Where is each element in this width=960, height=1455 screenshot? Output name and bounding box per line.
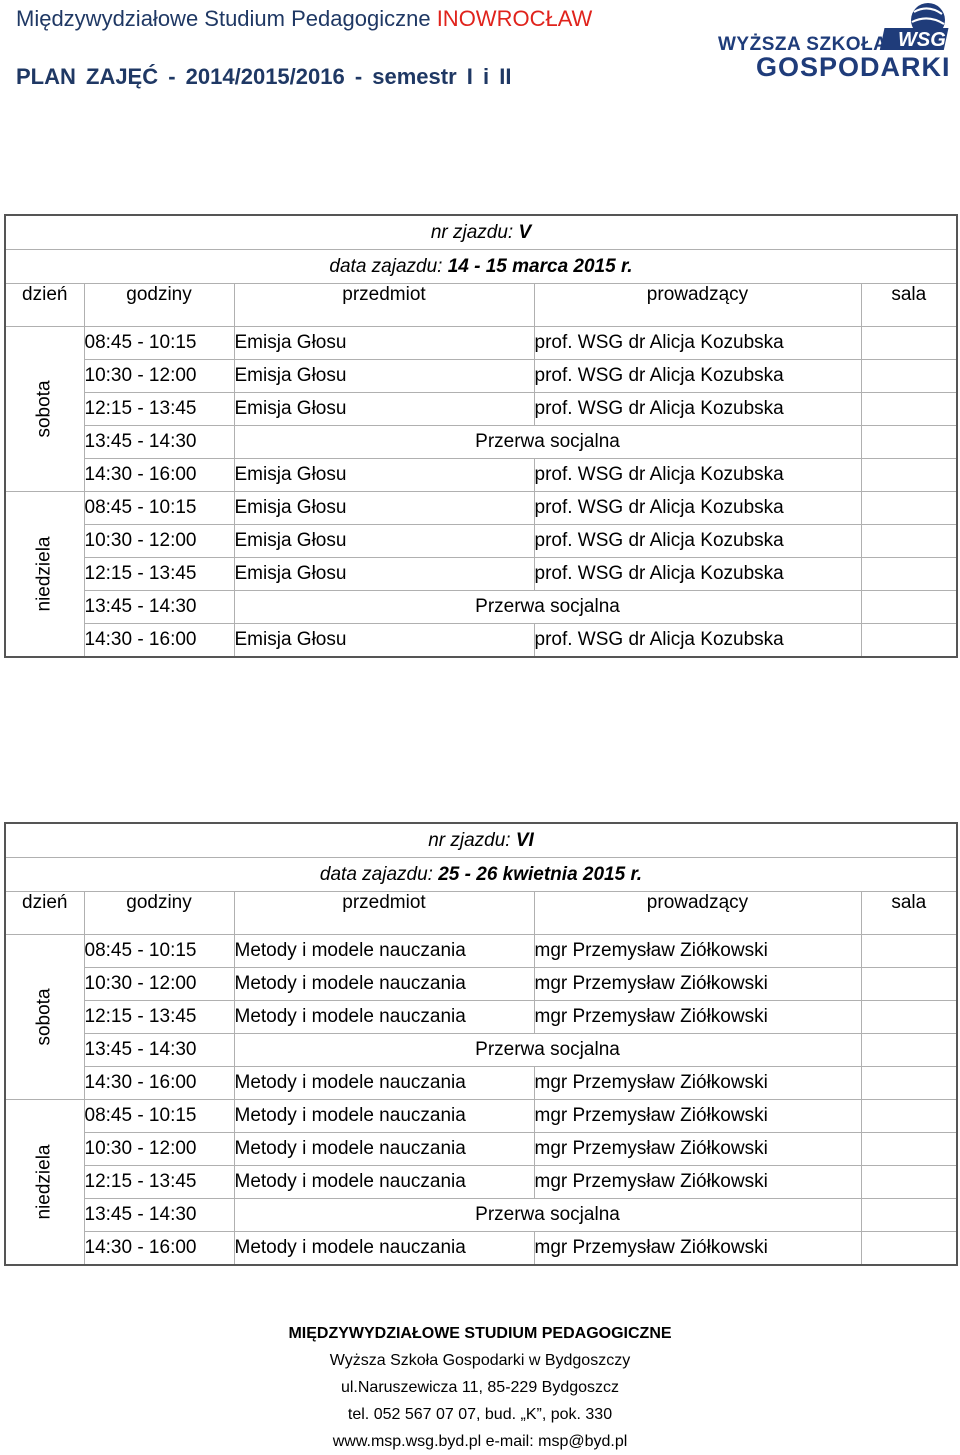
room-cell xyxy=(861,1067,957,1100)
session-number: nr zjazdu: V xyxy=(5,215,957,250)
col-room: sala xyxy=(861,284,957,327)
session-number: nr zjazdu: VI xyxy=(5,823,957,858)
room-cell xyxy=(861,1100,957,1133)
institution-name: Międzywydziałowe Studium Pedagogiczne xyxy=(16,6,431,31)
teacher-cell: prof. WSG dr Alicja Kozubska xyxy=(534,492,861,525)
subject-cell: Emisja Głosu xyxy=(234,525,534,558)
session-date: data zajazdu: 25 - 26 kwietnia 2015 r. xyxy=(5,858,957,892)
time-cell: 14:30 - 16:00 xyxy=(84,459,234,492)
room-cell xyxy=(861,459,957,492)
teacher-cell: mgr Przemysław Ziółkowski xyxy=(534,1133,861,1166)
room-cell xyxy=(861,1199,957,1232)
time-cell: 13:45 - 14:30 xyxy=(84,1034,234,1067)
teacher-cell: prof. WSG dr Alicja Kozubska xyxy=(534,327,861,360)
subject-cell: Metody i modele nauczania xyxy=(234,968,534,1001)
room-cell xyxy=(861,393,957,426)
room-cell xyxy=(861,1232,957,1266)
time-cell: 08:45 - 10:15 xyxy=(84,935,234,968)
subject-cell: Metody i modele nauczania xyxy=(234,1001,534,1034)
footer-line5: www.msp.wsg.byd.pl e-mail: msp@byd.pl xyxy=(332,1433,628,1450)
footer-line3: ul.Naruszewicza 11, 85-229 Bydgoszcz xyxy=(340,1379,620,1396)
col-subject: przedmiot xyxy=(234,892,534,935)
logo-line2: GOSPODARKI xyxy=(756,52,951,82)
logo-line1: WYŻSZA SZKOŁA xyxy=(718,34,888,55)
room-cell xyxy=(861,1166,957,1199)
footer-line2: Wyższa Szkoła Gospodarki w Bydgoszczy xyxy=(329,1352,631,1369)
break-cell: Przerwa socjalna xyxy=(234,1199,861,1232)
teacher-cell: prof. WSG dr Alicja Kozubska xyxy=(534,393,861,426)
subject-cell: Emisja Głosu xyxy=(234,393,534,426)
logo-badge: WSG xyxy=(898,29,946,50)
institution-title xyxy=(16,6,592,32)
time-cell: 12:15 - 13:45 xyxy=(84,558,234,591)
time-cell: 10:30 - 12:00 xyxy=(84,1133,234,1166)
time-cell: 08:45 - 10:15 xyxy=(84,1100,234,1133)
teacher-cell: prof. WSG dr Alicja Kozubska xyxy=(534,558,861,591)
institution-city: INOWROCŁAW xyxy=(436,6,593,31)
col-hours: godziny xyxy=(84,284,234,327)
subject-cell: Metody i modele nauczania xyxy=(234,935,534,968)
room-cell xyxy=(861,360,957,393)
footer-line4: tel. 052 567 07 07, bud. „K”, pok. 330 xyxy=(347,1406,613,1423)
session-table-v xyxy=(4,214,958,658)
col-room: sala xyxy=(861,892,957,935)
teacher-cell: prof. WSG dr Alicja Kozubska xyxy=(534,624,861,658)
col-day: dzień xyxy=(5,892,84,935)
time-cell: 10:30 - 12:00 xyxy=(84,525,234,558)
teacher-cell: mgr Przemysław Ziółkowski xyxy=(534,935,861,968)
break-cell: Przerwa socjalna xyxy=(234,591,861,624)
day-label: sobota xyxy=(5,935,84,1100)
subject-cell: Emisja Głosu xyxy=(234,492,534,525)
time-cell: 12:15 - 13:45 xyxy=(84,1001,234,1034)
subject-cell: Emisja Głosu xyxy=(234,360,534,393)
teacher-cell: mgr Przemysław Ziółkowski xyxy=(534,1166,861,1199)
footer-line1: MIĘDZYWYDZIAŁOWE STUDIUM PEDAGOGICZNE xyxy=(288,1325,672,1342)
subject-cell: Metody i modele nauczania xyxy=(234,1133,534,1166)
room-cell xyxy=(861,591,957,624)
room-cell xyxy=(861,968,957,1001)
subject-cell: Metody i modele nauczania xyxy=(234,1232,534,1266)
time-cell: 13:45 - 14:30 xyxy=(84,1199,234,1232)
room-cell xyxy=(861,624,957,658)
time-cell: 13:45 - 14:30 xyxy=(84,591,234,624)
teacher-cell: mgr Przemysław Ziółkowski xyxy=(534,1232,861,1266)
subject-cell: Emisja Głosu xyxy=(234,624,534,658)
teacher-cell: mgr Przemysław Ziółkowski xyxy=(534,1100,861,1133)
teacher-cell: prof. WSG dr Alicja Kozubska xyxy=(534,459,861,492)
wsg-logo xyxy=(716,2,956,84)
time-cell: 10:30 - 12:00 xyxy=(84,968,234,1001)
room-cell xyxy=(861,558,957,591)
teacher-cell: mgr Przemysław Ziółkowski xyxy=(534,1001,861,1034)
time-cell: 14:30 - 16:00 xyxy=(84,624,234,658)
footer xyxy=(0,1320,960,1455)
day-label: niedziela xyxy=(5,1100,84,1266)
time-cell: 14:30 - 16:00 xyxy=(84,1232,234,1266)
break-cell: Przerwa socjalna xyxy=(234,426,861,459)
day-label: niedziela xyxy=(5,492,84,658)
room-cell xyxy=(861,492,957,525)
session-table-vi xyxy=(4,822,958,1266)
subject-cell: Metody i modele nauczania xyxy=(234,1067,534,1100)
room-cell xyxy=(861,935,957,968)
col-day: dzień xyxy=(5,284,84,327)
time-cell: 12:15 - 13:45 xyxy=(84,393,234,426)
col-subject: przedmiot xyxy=(234,284,534,327)
day-label: sobota xyxy=(5,327,84,492)
teacher-cell: prof. WSG dr Alicja Kozubska xyxy=(534,525,861,558)
room-cell xyxy=(861,426,957,459)
col-hours: godziny xyxy=(84,892,234,935)
room-cell xyxy=(861,525,957,558)
room-cell xyxy=(861,1034,957,1067)
teacher-cell: prof. WSG dr Alicja Kozubska xyxy=(534,360,861,393)
subject-cell: Emisja Głosu xyxy=(234,459,534,492)
time-cell: 12:15 - 13:45 xyxy=(84,1166,234,1199)
session-date: data zajazdu: 14 - 15 marca 2015 r. xyxy=(5,250,957,284)
room-cell xyxy=(861,1001,957,1034)
plan-title: PLAN ZAJĘĆ - 2014/2015/2016 - semestr I i II xyxy=(16,64,512,89)
time-cell: 14:30 - 16:00 xyxy=(84,1067,234,1100)
time-cell: 08:45 - 10:15 xyxy=(84,327,234,360)
col-teacher: prowadzący xyxy=(534,284,861,327)
time-cell: 13:45 - 14:30 xyxy=(84,426,234,459)
time-cell: 10:30 - 12:00 xyxy=(84,360,234,393)
break-cell: Przerwa socjalna xyxy=(234,1034,861,1067)
room-cell xyxy=(861,1133,957,1166)
subject-cell: Emisja Głosu xyxy=(234,327,534,360)
subject-cell: Emisja Głosu xyxy=(234,558,534,591)
subject-cell: Metody i modele nauczania xyxy=(234,1100,534,1133)
teacher-cell: mgr Przemysław Ziółkowski xyxy=(534,968,861,1001)
subject-cell: Metody i modele nauczania xyxy=(234,1166,534,1199)
col-teacher: prowadzący xyxy=(534,892,861,935)
time-cell: 08:45 - 10:15 xyxy=(84,492,234,525)
room-cell xyxy=(861,327,957,360)
teacher-cell: mgr Przemysław Ziółkowski xyxy=(534,1067,861,1100)
